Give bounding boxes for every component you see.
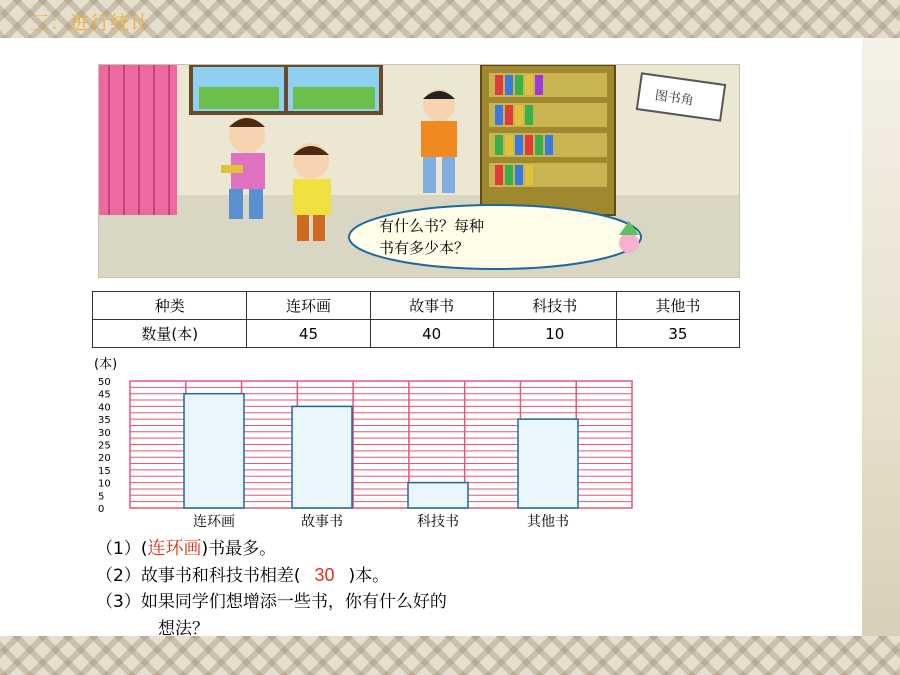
question-2-suffix: )本。: [348, 566, 390, 586]
bar-chart: [92, 356, 652, 531]
bar: [518, 419, 578, 508]
table-cell: 10: [493, 320, 616, 348]
question-2-answer: 30: [314, 565, 335, 585]
question-2: [96, 562, 796, 589]
y-tick-label: 25: [98, 440, 111, 452]
table-row: [93, 292, 740, 320]
section-heading: 三：进行统计: [30, 12, 151, 34]
question-1-prefix: （1）(: [96, 539, 148, 559]
y-tick-label: 20: [98, 453, 111, 465]
question-1: [96, 535, 796, 562]
table-cell: 其他书: [616, 292, 739, 320]
table-header-cell: 数量(本): [93, 320, 247, 348]
decorative-side-panel: [862, 38, 900, 636]
question-3-line-2: 想法？: [158, 619, 209, 639]
y-tick-label: 35: [98, 415, 111, 427]
y-tick-label: 15: [98, 465, 111, 477]
question-1-answer: 连环画: [147, 538, 202, 558]
question-3-continued: [96, 616, 796, 643]
x-tick-label: 其他书: [527, 514, 569, 530]
book-count-table: [92, 291, 740, 348]
table-cell: 40: [370, 320, 493, 348]
bar: [184, 394, 244, 508]
x-tick-label: 科技书: [417, 514, 459, 530]
table-cell: 35: [616, 320, 739, 348]
table-cell: 连环画: [247, 292, 370, 320]
library-illustration: [98, 64, 740, 278]
bar: [292, 406, 352, 508]
table-cell: 故事书: [370, 292, 493, 320]
table-header-cell: 种类: [93, 292, 247, 320]
y-tick-label: 5: [98, 491, 105, 503]
x-tick-label: 故事书: [301, 514, 343, 530]
y-axis-label: (本): [94, 357, 118, 372]
speech-bubble-line-2: 书有多少本？: [379, 239, 470, 257]
speech-bubble-line-1: 有什么书？每种: [379, 217, 485, 235]
table-row: [93, 320, 740, 348]
question-3: [96, 589, 796, 616]
y-tick-label: 50: [98, 377, 111, 388]
y-tick-label: 40: [98, 402, 111, 414]
bar: [408, 483, 468, 508]
question-list: [96, 535, 796, 643]
bookcorner-sign: 图书角: [653, 88, 695, 109]
table-cell: 45: [247, 320, 370, 348]
question-1-suffix: )书最多。: [201, 539, 277, 559]
table-cell: 科技书: [493, 292, 616, 320]
x-tick-label: 连环画: [193, 514, 235, 530]
y-tick-label: 30: [98, 427, 111, 439]
y-tick-label: 45: [98, 389, 111, 401]
y-tick-label: 0: [98, 504, 105, 515]
question-3-line-1: （3）如果同学们想增添一些书，你有什么好的: [96, 592, 447, 612]
y-tick-label: 10: [98, 478, 111, 490]
question-2-prefix: （2）故事书和科技书相差(: [96, 566, 301, 586]
